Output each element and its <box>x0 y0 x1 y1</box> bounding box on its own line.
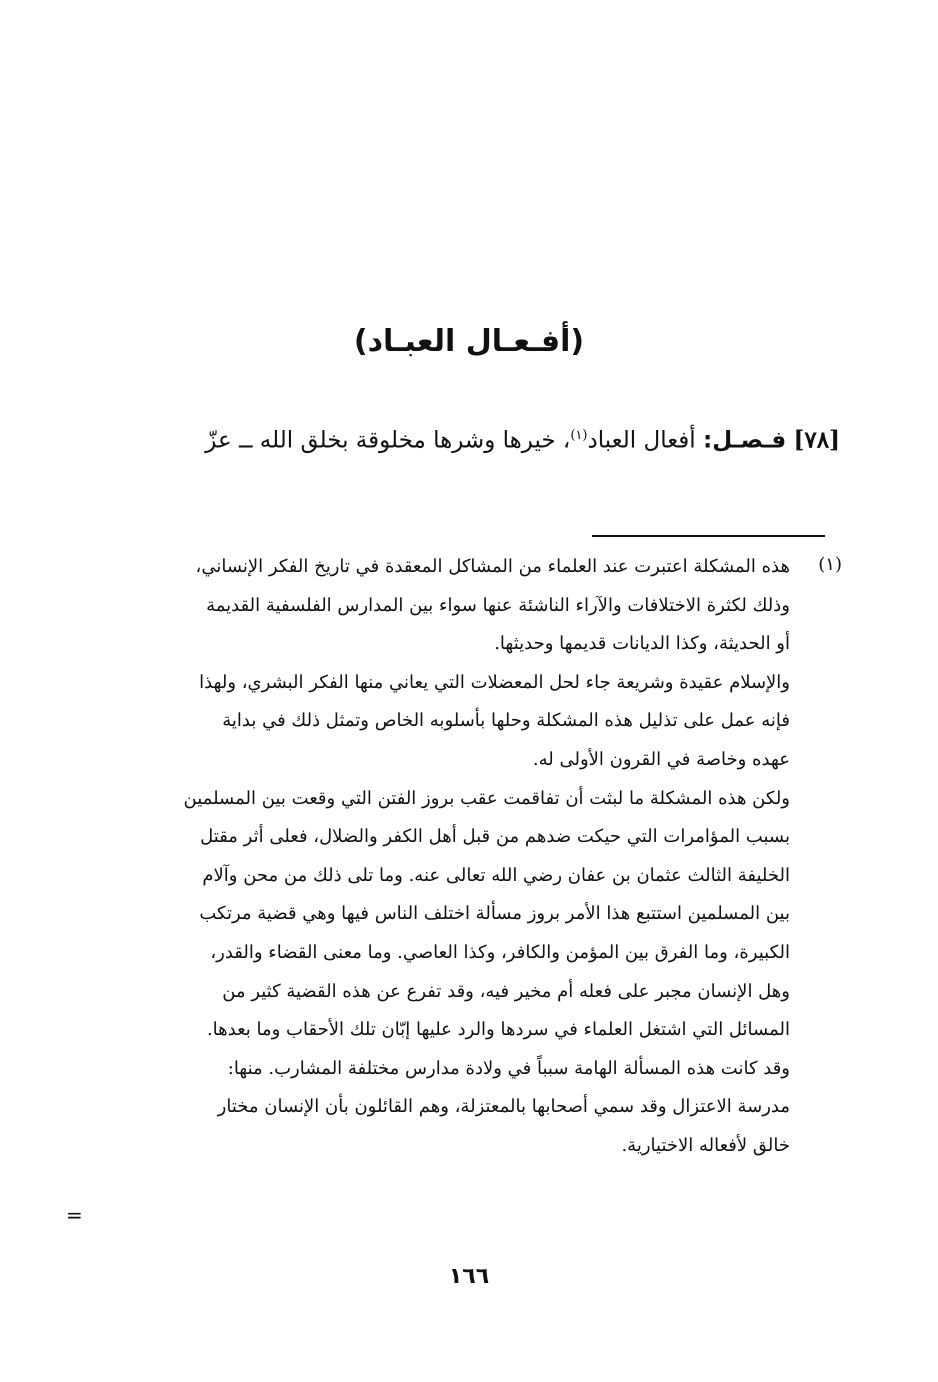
footnote-line: مدرسة الاعتزال وقد سمي أصحابها بالمعتزلة، وهم القائلون بأن الإنسان مختار <box>217 1096 790 1118</box>
page-number: ١٦٦ <box>448 1264 490 1289</box>
footnote-line: خالق لأفعاله الاختيارية. <box>621 1134 790 1156</box>
footnote-body <box>70 548 790 1166</box>
section-number: [٧٨] <box>793 426 840 454</box>
footnote-line: ولكن هذه المشكلة ما لبثت أن تفاقمت عقب بروز الفتن التي وقعت بين المسلمين <box>183 787 790 809</box>
section-text-start: أفعال العباد <box>587 427 703 454</box>
footnote-line: هذه المشكلة اعتبرت عند العلماء من المشاكل المعقدة في تاريخ الفكر الإنساني، <box>195 556 790 577</box>
footnote-line: أو الحديثة، وكذا الديانات قديمها وحديثها. <box>494 633 790 655</box>
footnote-line: وهل الإنسان مجبر على فعله أم مخير فيه، وقد تفرع عن هذه القضية كثير من <box>222 980 790 1002</box>
footnote-line: بين المسلمين استتبع هذا الأمر بروز مسألة اختلف الناس فيها وهي قضية مرتكب <box>199 903 790 925</box>
footnote-line: وذلك لكثرة الاختلافات والآراء الناشئة عنها سواء بين المدارس الفلسفية القديمة <box>206 594 790 616</box>
chapter-title: (أفـعـال العبـاد) <box>353 324 585 359</box>
footnote-line: بسبب المؤامرات التي حيكت ضدهم من قبل أهل الكفر والضلال، فعلى أثر مقتل <box>200 826 790 848</box>
footnote <box>70 548 842 1166</box>
section-heading <box>80 418 840 459</box>
section-text-end: ، خيرها وشرها مخلوقة بخلق الله ــ عزّ <box>205 427 571 454</box>
footnote-line: فإنه عمل على تذليل هذه المشكلة وحلها بأسلوبه الخاص وتمثل ذلك في بداية <box>222 710 790 732</box>
footnote-continuation-mark: = <box>66 1203 83 1227</box>
footnote-line: المسائل التي اشتغل العلماء في سردها والرد عليها إبّان تلك الأحقاب وما بعدها. <box>206 1019 790 1041</box>
footnote-line: الكبيرة، وما الفرق بين المؤمن والكافر، وكذا العاصي. وما معنى القضاء والقدر، <box>210 941 790 963</box>
footnote-reference[interactable]: (١) <box>570 428 588 443</box>
section-label: فـصـل: <box>703 427 787 454</box>
footnote-line: عهده وخاصة في القرون الأولى له. <box>532 748 790 770</box>
footnote-line: وقد كانت هذه المسألة الهامة سبباً في ولادة مدارس مختلفة المشارب. منها: <box>227 1057 790 1079</box>
footnote-line: الخليفة الثالث عثمان بن عفان رضي الله تعالى عنه. وما تلى ذلك من محن وآلام <box>202 864 790 886</box>
footnote-separator <box>592 535 825 537</box>
footnote-marker: (١) <box>818 554 842 575</box>
footnote-line: والإسلام عقيدة وشريعة جاء لحل المعضلات التي يعاني منها الفكر البشري، ولهذا <box>199 671 790 693</box>
